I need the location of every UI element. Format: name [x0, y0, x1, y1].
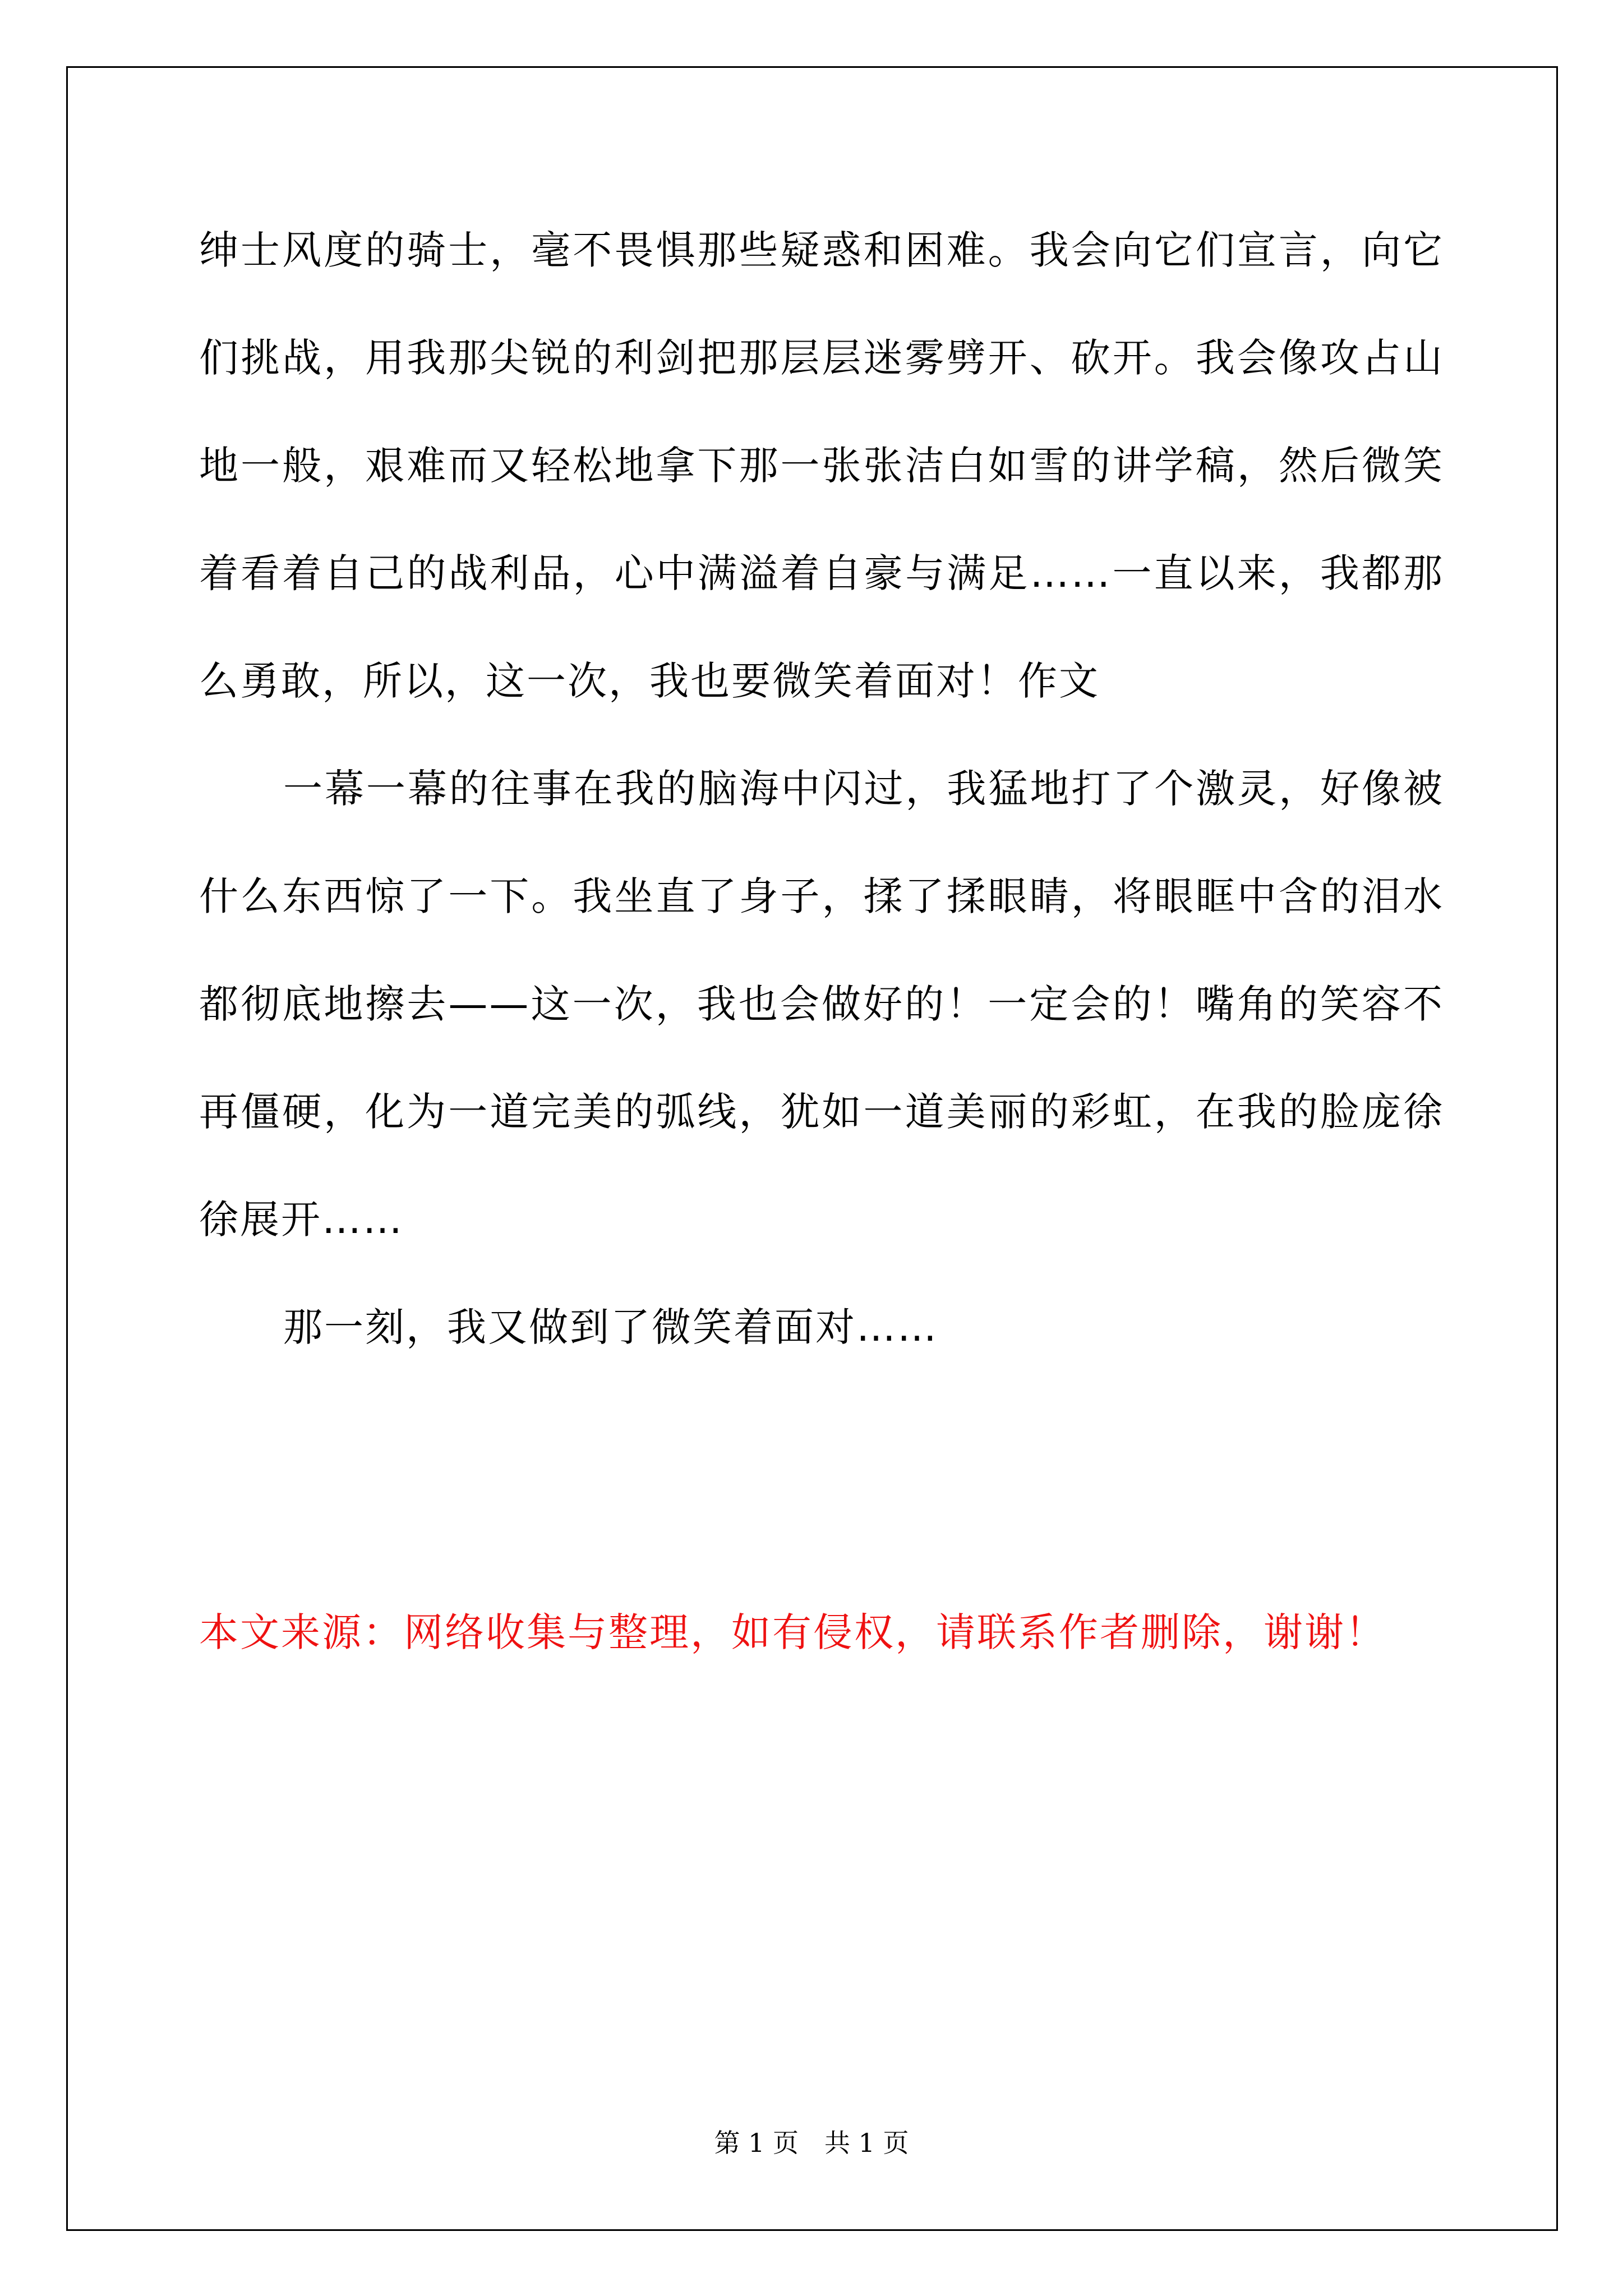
paragraph-2-line-5: 徐展开……: [199, 1197, 404, 1243]
paragraph-1-line-5: 么勇敢，所以，这一次，我也要微笑着面对！作文: [199, 658, 1100, 704]
source-note: 本文来源：网络收集与整理，如有侵权，请联系作者删除，谢谢！: [199, 1609, 1386, 1655]
paragraph-1-line-1: 绅士风度的骑士，毫不畏惧那些疑惑和困难。我会向它们宣言，向它: [199, 227, 1444, 273]
paragraph-1-line-4: 着看着自己的战利品，心中满溢着自豪与满足……一直以来，我都那: [199, 550, 1444, 596]
paragraph-1-line-2: 们挑战，用我那尖锐的利剑把那层层迷雾劈开、砍开。我会像攻占山: [199, 335, 1444, 381]
paragraph-3-line-1: 那一刻，我又做到了微笑着面对……: [283, 1304, 938, 1350]
page-border: [66, 66, 1558, 2231]
paragraph-2-line-1: 一幕一幕的往事在我的脑海中闪过，我猛地打了个激灵，好像被: [283, 766, 1444, 812]
paragraph-2-line-4: 再僵硬，化为一道完美的弧线，犹如一道美丽的彩虹，在我的脸庞徐: [199, 1089, 1444, 1135]
page-footer: 第 1 页 共 1 页: [714, 2128, 909, 2158]
paragraph-2-line-2: 什么东西惊了一下。我坐直了身子，揉了揉眼睛，将眼眶中含的泪水: [199, 873, 1444, 919]
paragraph-2-line-3: 都彻底地擦去——这一次，我也会做好的！一定会的！嘴角的笑容不: [199, 981, 1444, 1027]
paragraph-1-line-3: 地一般，艰难而又轻松地拿下那一张张洁白如雪的讲学稿，然后微笑: [199, 443, 1444, 489]
